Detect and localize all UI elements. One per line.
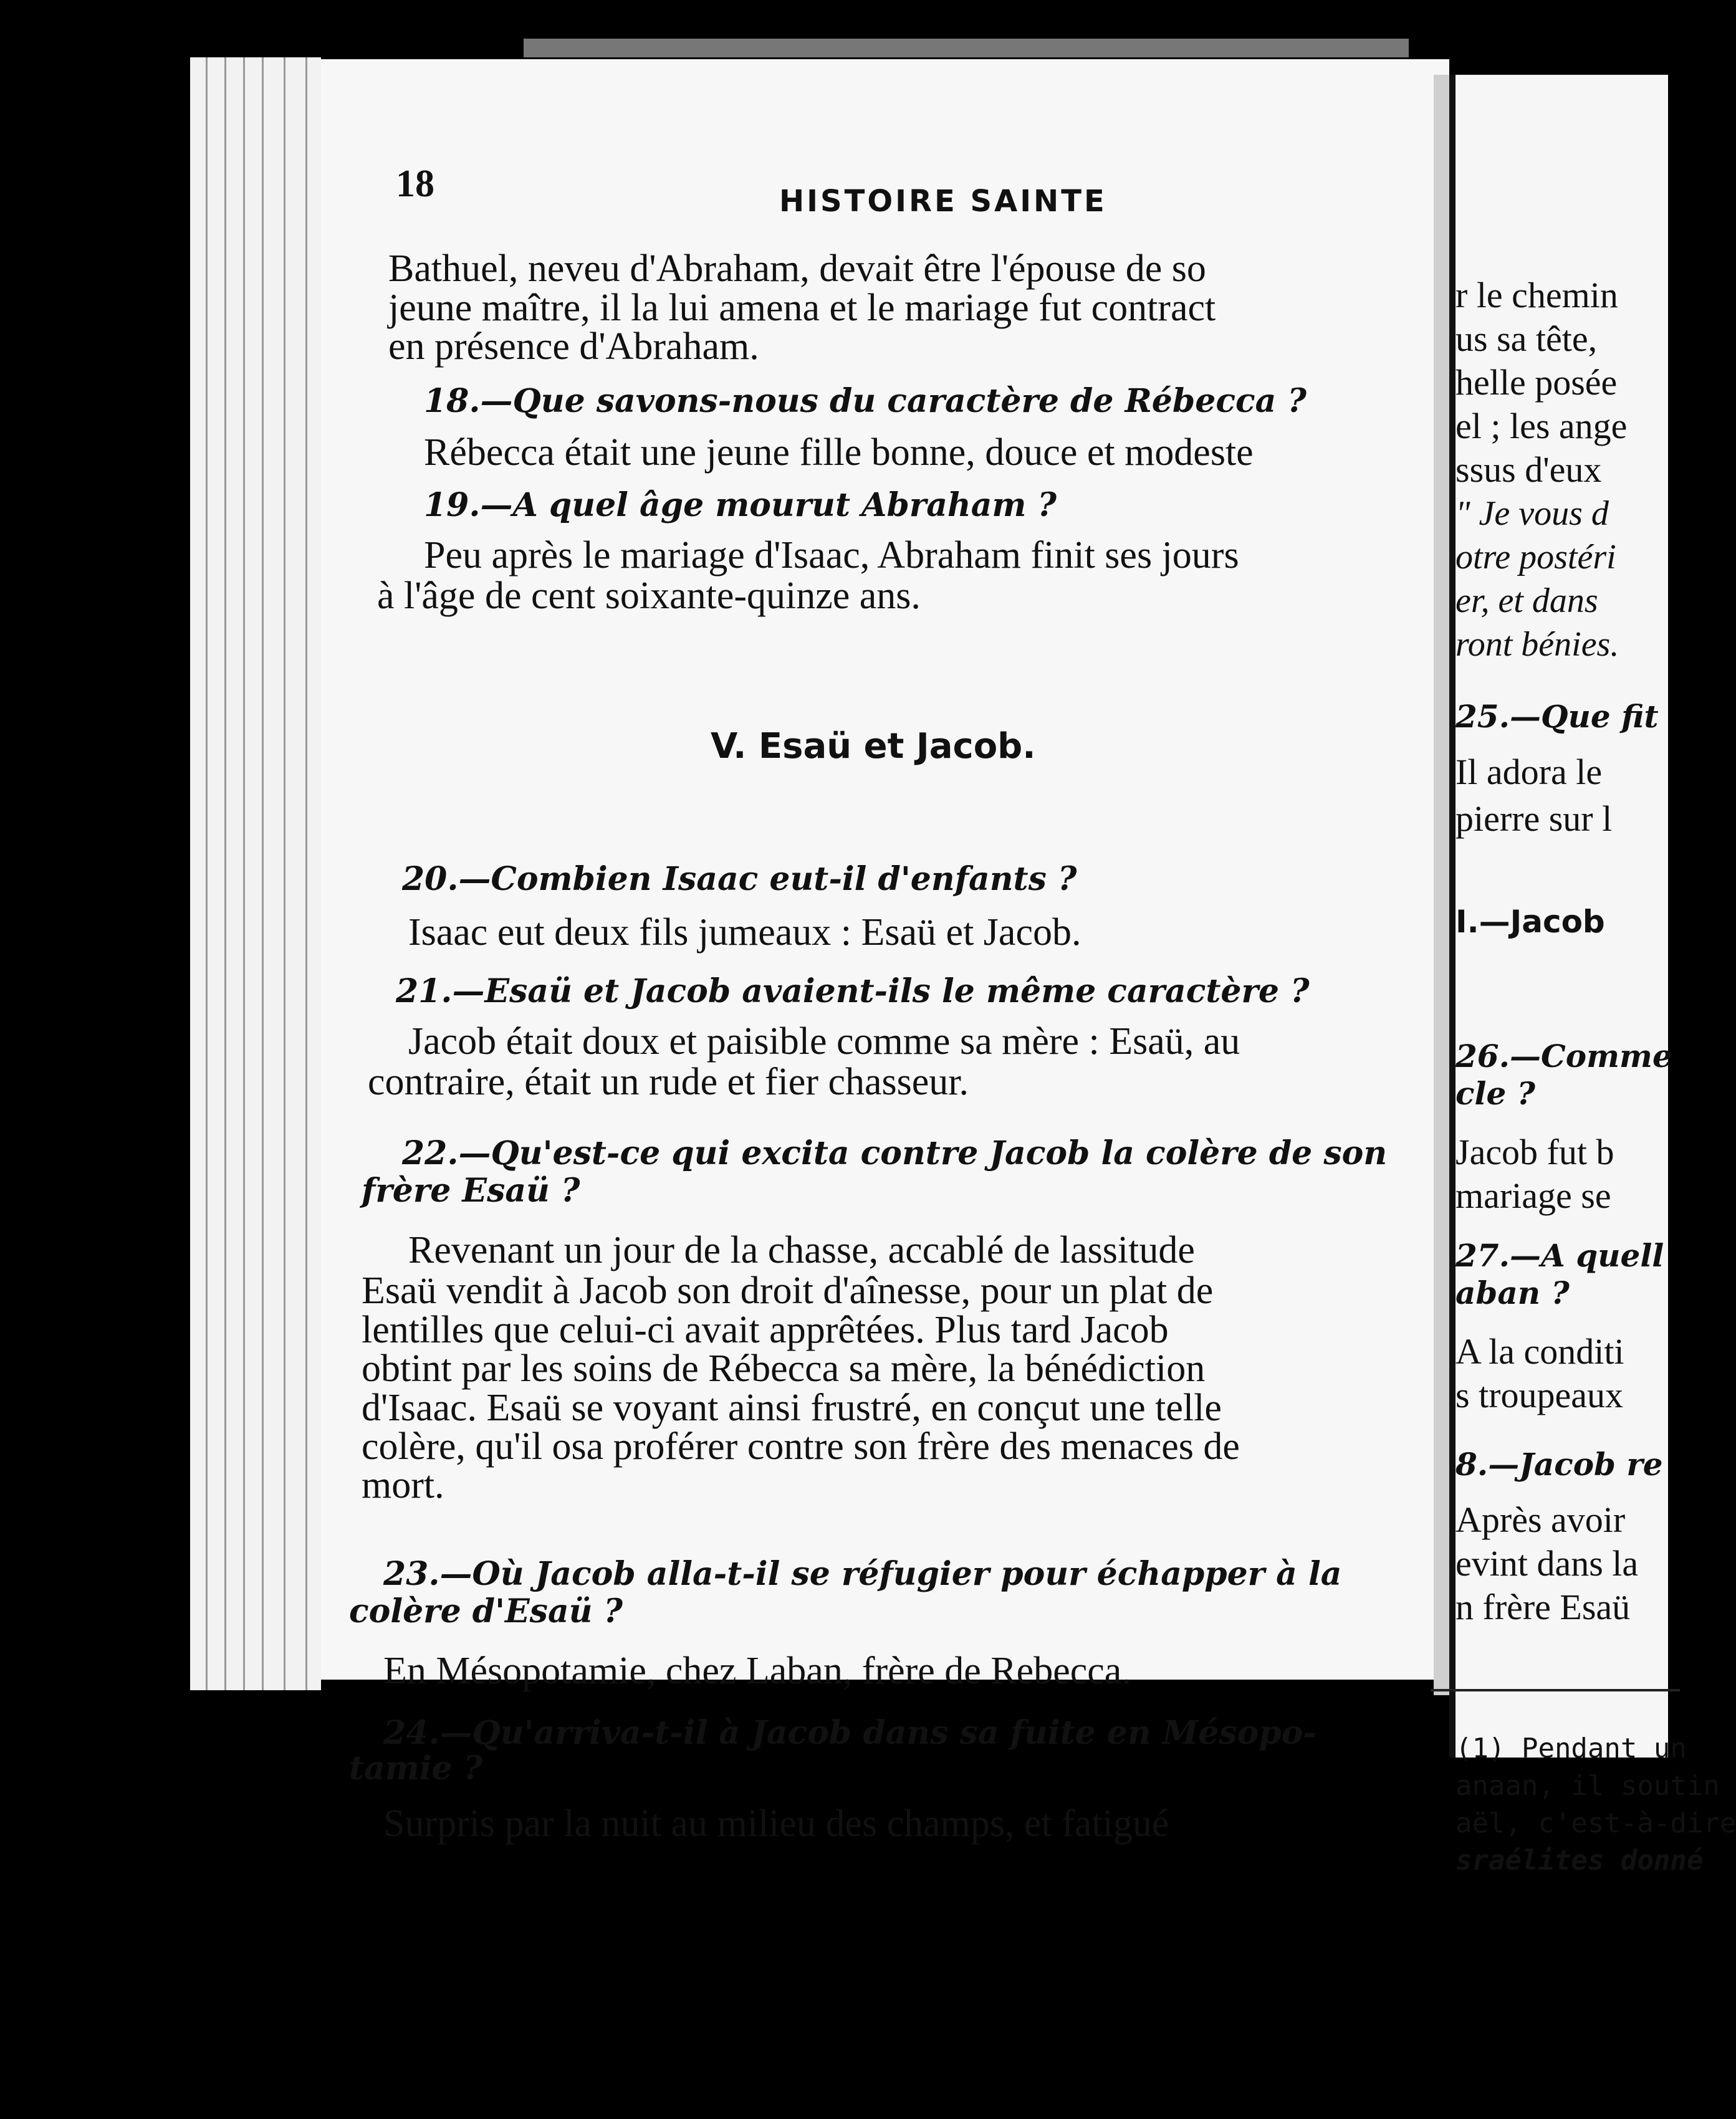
right-question-27: 27.—A quell [1455,1237,1664,1274]
question-20: 20.—Combien Isaac eut-il d'enfants ? [402,860,1077,898]
right-italic-line: er, et dans [1455,581,1598,620]
question-24: 24.—Qu'arriva-t-il à Jacob dans sa fuite en Mésopo- [383,1714,1317,1752]
answer-19: Peu après le mariage d'Isaac, Abraham finit ses jours [424,534,1239,576]
right-italic-line: " Je vous d [1455,494,1609,533]
right-question-25: 25.—Que fit [1455,698,1659,735]
right-question-27: aban ? [1455,1275,1570,1311]
answer-18: Rébecca était une jeune fille bonne, douce et modeste [424,431,1254,474]
question-21: 21.—Esaü et Jacob avaient-ils le même caractère ? [396,972,1310,1010]
answer-19: à l'âge de cent soixante-quinze ans. [377,575,921,617]
question-23: 23.—Où Jacob alla-t-il se réfugier pour échapper à la [383,1555,1342,1593]
right-line: el ; les ange [1455,406,1628,446]
right-answer-27: A la conditi [1455,1331,1624,1372]
right-page [1455,75,1736,1877]
question-22: frère Esaü ? [362,1172,580,1210]
right-line: r le chemin [1455,275,1618,315]
question-23: colère d'Esaü ? [349,1592,623,1630]
answer-22: colère, qu'il osa proférer contre son frère des menaces de [362,1425,1240,1468]
scan-top-strip [524,39,1409,57]
right-question-28: 8.—Jacob re [1455,1446,1663,1483]
intro-line: jeune maître, il la lui amena et le mariage fut contract [388,287,1216,329]
right-question-26: 26.—Comme [1455,1038,1672,1074]
right-line: ssus d'eux [1455,449,1602,490]
answer-24: Surpris par la nuit au milieu des champs, et fatigué [383,1802,1169,1845]
footnote-line: sraélites donné [1455,1845,1704,1877]
right-italic-line: otre postéri [1455,538,1616,576]
intro-line: Bathuel, neveu d'Abraham, devait être l'épouse de so [388,247,1206,290]
right-answer-25: pierre sur l [1455,798,1613,839]
answer-23: En Mésopotamie, chez Laban, frère de Rebecca. [383,1650,1131,1692]
answer-22: mort. [362,1464,444,1506]
right-line: us sa tête, [1455,318,1598,359]
intro-line: en présence d'Abraham. [388,325,759,368]
answer-21: contraire, était un rude et fier chasseur. [368,1061,969,1103]
right-answer-28: n frère Esaü [1455,1587,1631,1627]
right-answer-28: evint dans la [1455,1543,1639,1584]
question-22: 22.—Qu'est-ce qui excita contre Jacob la colère de son [402,1134,1388,1172]
answer-22: lentilles que celui-ci avait apprêtées. Plus tard Jacob [362,1309,1169,1351]
answer-22: Revenant un jour de la chasse, accablé de lassitude [408,1229,1195,1271]
right-answer-27: s troupeaux [1455,1375,1623,1415]
right-answer-26: Jacob fut b [1455,1132,1614,1172]
footnote-line: (1) Pendant un [1455,1733,1687,1764]
footnote-line: anaan, il soutin [1455,1770,1720,1802]
question-19: 19.—A quel âge mourut Abraham ? [424,486,1057,524]
right-answer-28: Après avoir [1455,1500,1626,1540]
page-number: 18 [396,163,434,205]
answer-22: obtint par les soins de Rébecca sa mère, la bénédiction [362,1347,1206,1390]
left-page [321,59,1449,1845]
right-italic-line: ront bénies. [1455,625,1619,664]
question-18: 18.—Que savons-nous du caractère de Rébecca ? [424,382,1307,420]
gutter-shadow [1434,75,1449,1695]
footnote-rule [1431,1689,1680,1691]
answer-20: Isaac eut deux fils jumeaux : Esaü et Jacob. [408,911,1081,954]
right-line: helle posée [1455,362,1618,403]
answer-21: Jacob était doux et paisible comme sa mère : Esaü, au [408,1020,1240,1063]
right-answer-26: mariage se [1455,1175,1611,1216]
page-edges [190,57,321,1690]
footnote-line: aël, c'est-à-dire [1455,1807,1736,1839]
section-heading: V. Esaü et Jacob. [711,726,1036,767]
right-answer-25: Il adora le [1455,752,1603,792]
right-question-26: cle ? [1455,1075,1535,1112]
right-section-heading: I.—Jacob [1455,904,1605,940]
running-head: HISTOIRE SAINTE [779,184,1107,219]
answer-22: d'Isaac. Esaü se voyant ainsi frustré, en conçut une telle [362,1387,1222,1429]
answer-22: Esaü vendit à Jacob son droit d'aînesse, pour un plat de [362,1270,1214,1312]
question-24: tamie ? [349,1749,483,1787]
